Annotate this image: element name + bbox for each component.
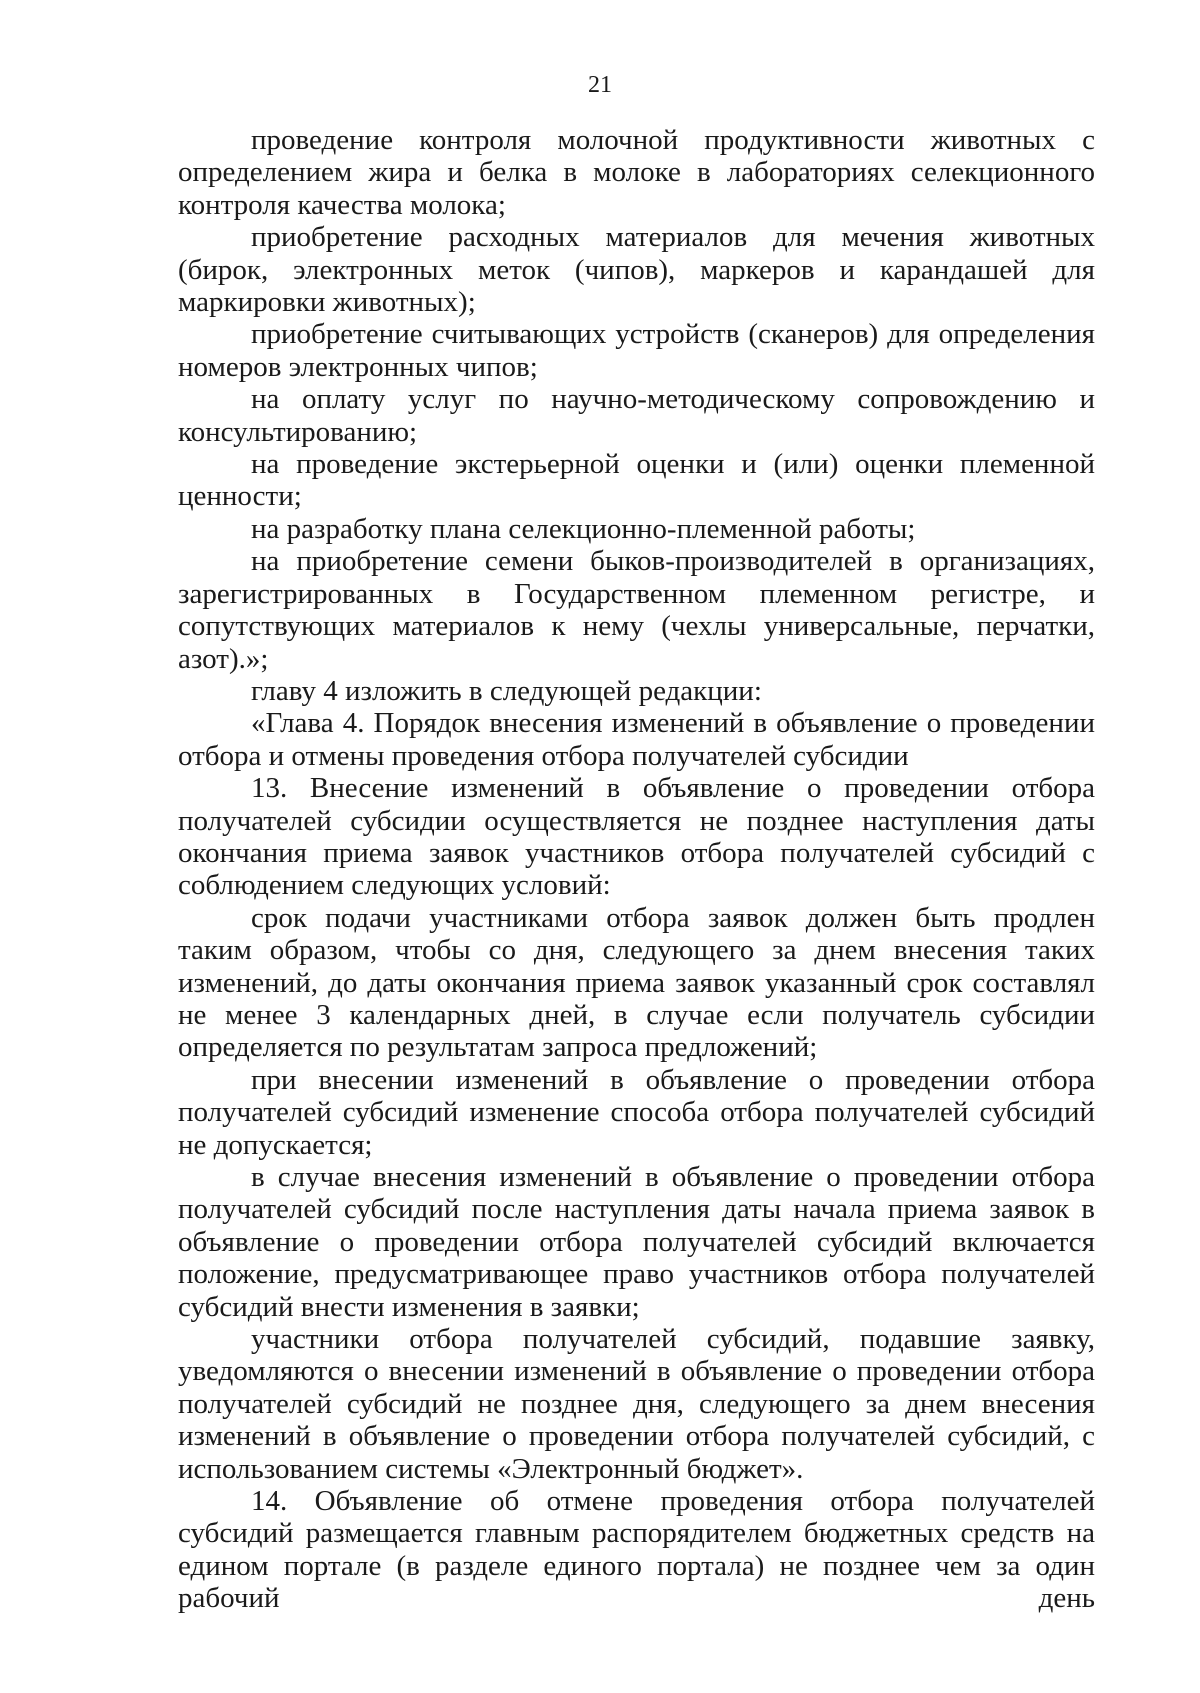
paragraph-consulting: на оплату услуг по научно-методическому сопровождению и консультированию; bbox=[178, 383, 1095, 448]
document-body bbox=[178, 124, 1095, 1615]
paragraph-bull-semen: на приобретение семени быков-производителей в организациях, зарегистрированных в Государственном племенном регистре, и сопутствующих материалов к нему (чехлы универсальные, перчатки, азот).»; bbox=[178, 545, 1095, 675]
paragraph-item-13: 13. Внесение изменений в объявление о проведении отбора получателей субсидии осуществляется не позднее наступления даты окончания приема заявок участников отбора получателей субсидий с соблюдением следующих условий: bbox=[178, 772, 1095, 902]
paragraph-marking-materials: приобретение расходных материалов для мечения животных (бирок, электронных меток (чипов), маркеров и карандашей для маркировки животных); bbox=[178, 221, 1095, 319]
paragraph-method-change: при внесении изменений в объявление о проведении отбора получателей субсидий изменение способа отбора получателей субсидий не допускается; bbox=[178, 1063, 1095, 1161]
paragraph-breeding-plan: на разработку плана селекционно-племенной работы; bbox=[251, 512, 916, 545]
paragraph-milk-control: проведение контроля молочной продуктивности животных с определением жира и белка в молоке в лабораториях селекционного контроля качества молока; bbox=[178, 124, 1095, 221]
paragraph-chapter-instruction: главу 4 изложить в следующей редакции: bbox=[251, 674, 762, 707]
paragraph-chapter-4-title: «Глава 4. Порядок внесения изменений в объявление о проведении отбора и отмены проведения отбора получателей субсидии bbox=[178, 707, 1095, 772]
paragraph-exterior-evaluation: на проведение экстерьерной оценки и (или) оценки племенной ценности; bbox=[178, 448, 1095, 513]
paragraph-application-changes: в случае внесения изменений в объявление о проведении отбора получателей субсидий после наступления даты начала приема заявок в объявление о проведении отбора получателей субсидий включается положение, предусматривающее право участников отбора получателей субсидий внести изменения в заявки; bbox=[178, 1161, 1095, 1323]
paragraph-participant-notification: участники отбора получателей субсидий, подавшие заявку, уведомляются о внесении изменений в объявление о проведении отбора получателей субсидий не позднее дня, следующего за днем внесения изменений в объявление о проведении отбора получателей субсидий, с использованием системы «Электронный бюджет». bbox=[178, 1323, 1095, 1485]
paragraph-deadline-extension: срок подачи участниками отбора заявок должен быть продлен таким образом, чтобы со дня, следующего за днем внесения таких изменений, до даты окончания приема заявок указанный срок составлял не менее 3 календарных дней, в случае если получатель субсидии определяется по результатам запроса предложений; bbox=[178, 901, 1095, 1064]
page-number: 21 bbox=[588, 72, 612, 98]
paragraph-item-14: 14. Объявление об отмене проведения отбора получателей субсидий размещается главным распорядителем бюджетных средств на едином портале (в разделе единого портала) не позднее чем за один рабочий день bbox=[178, 1485, 1095, 1615]
paragraph-scanners: приобретение считывающих устройств (сканеров) для определения номеров электронных чипов; bbox=[178, 318, 1095, 383]
